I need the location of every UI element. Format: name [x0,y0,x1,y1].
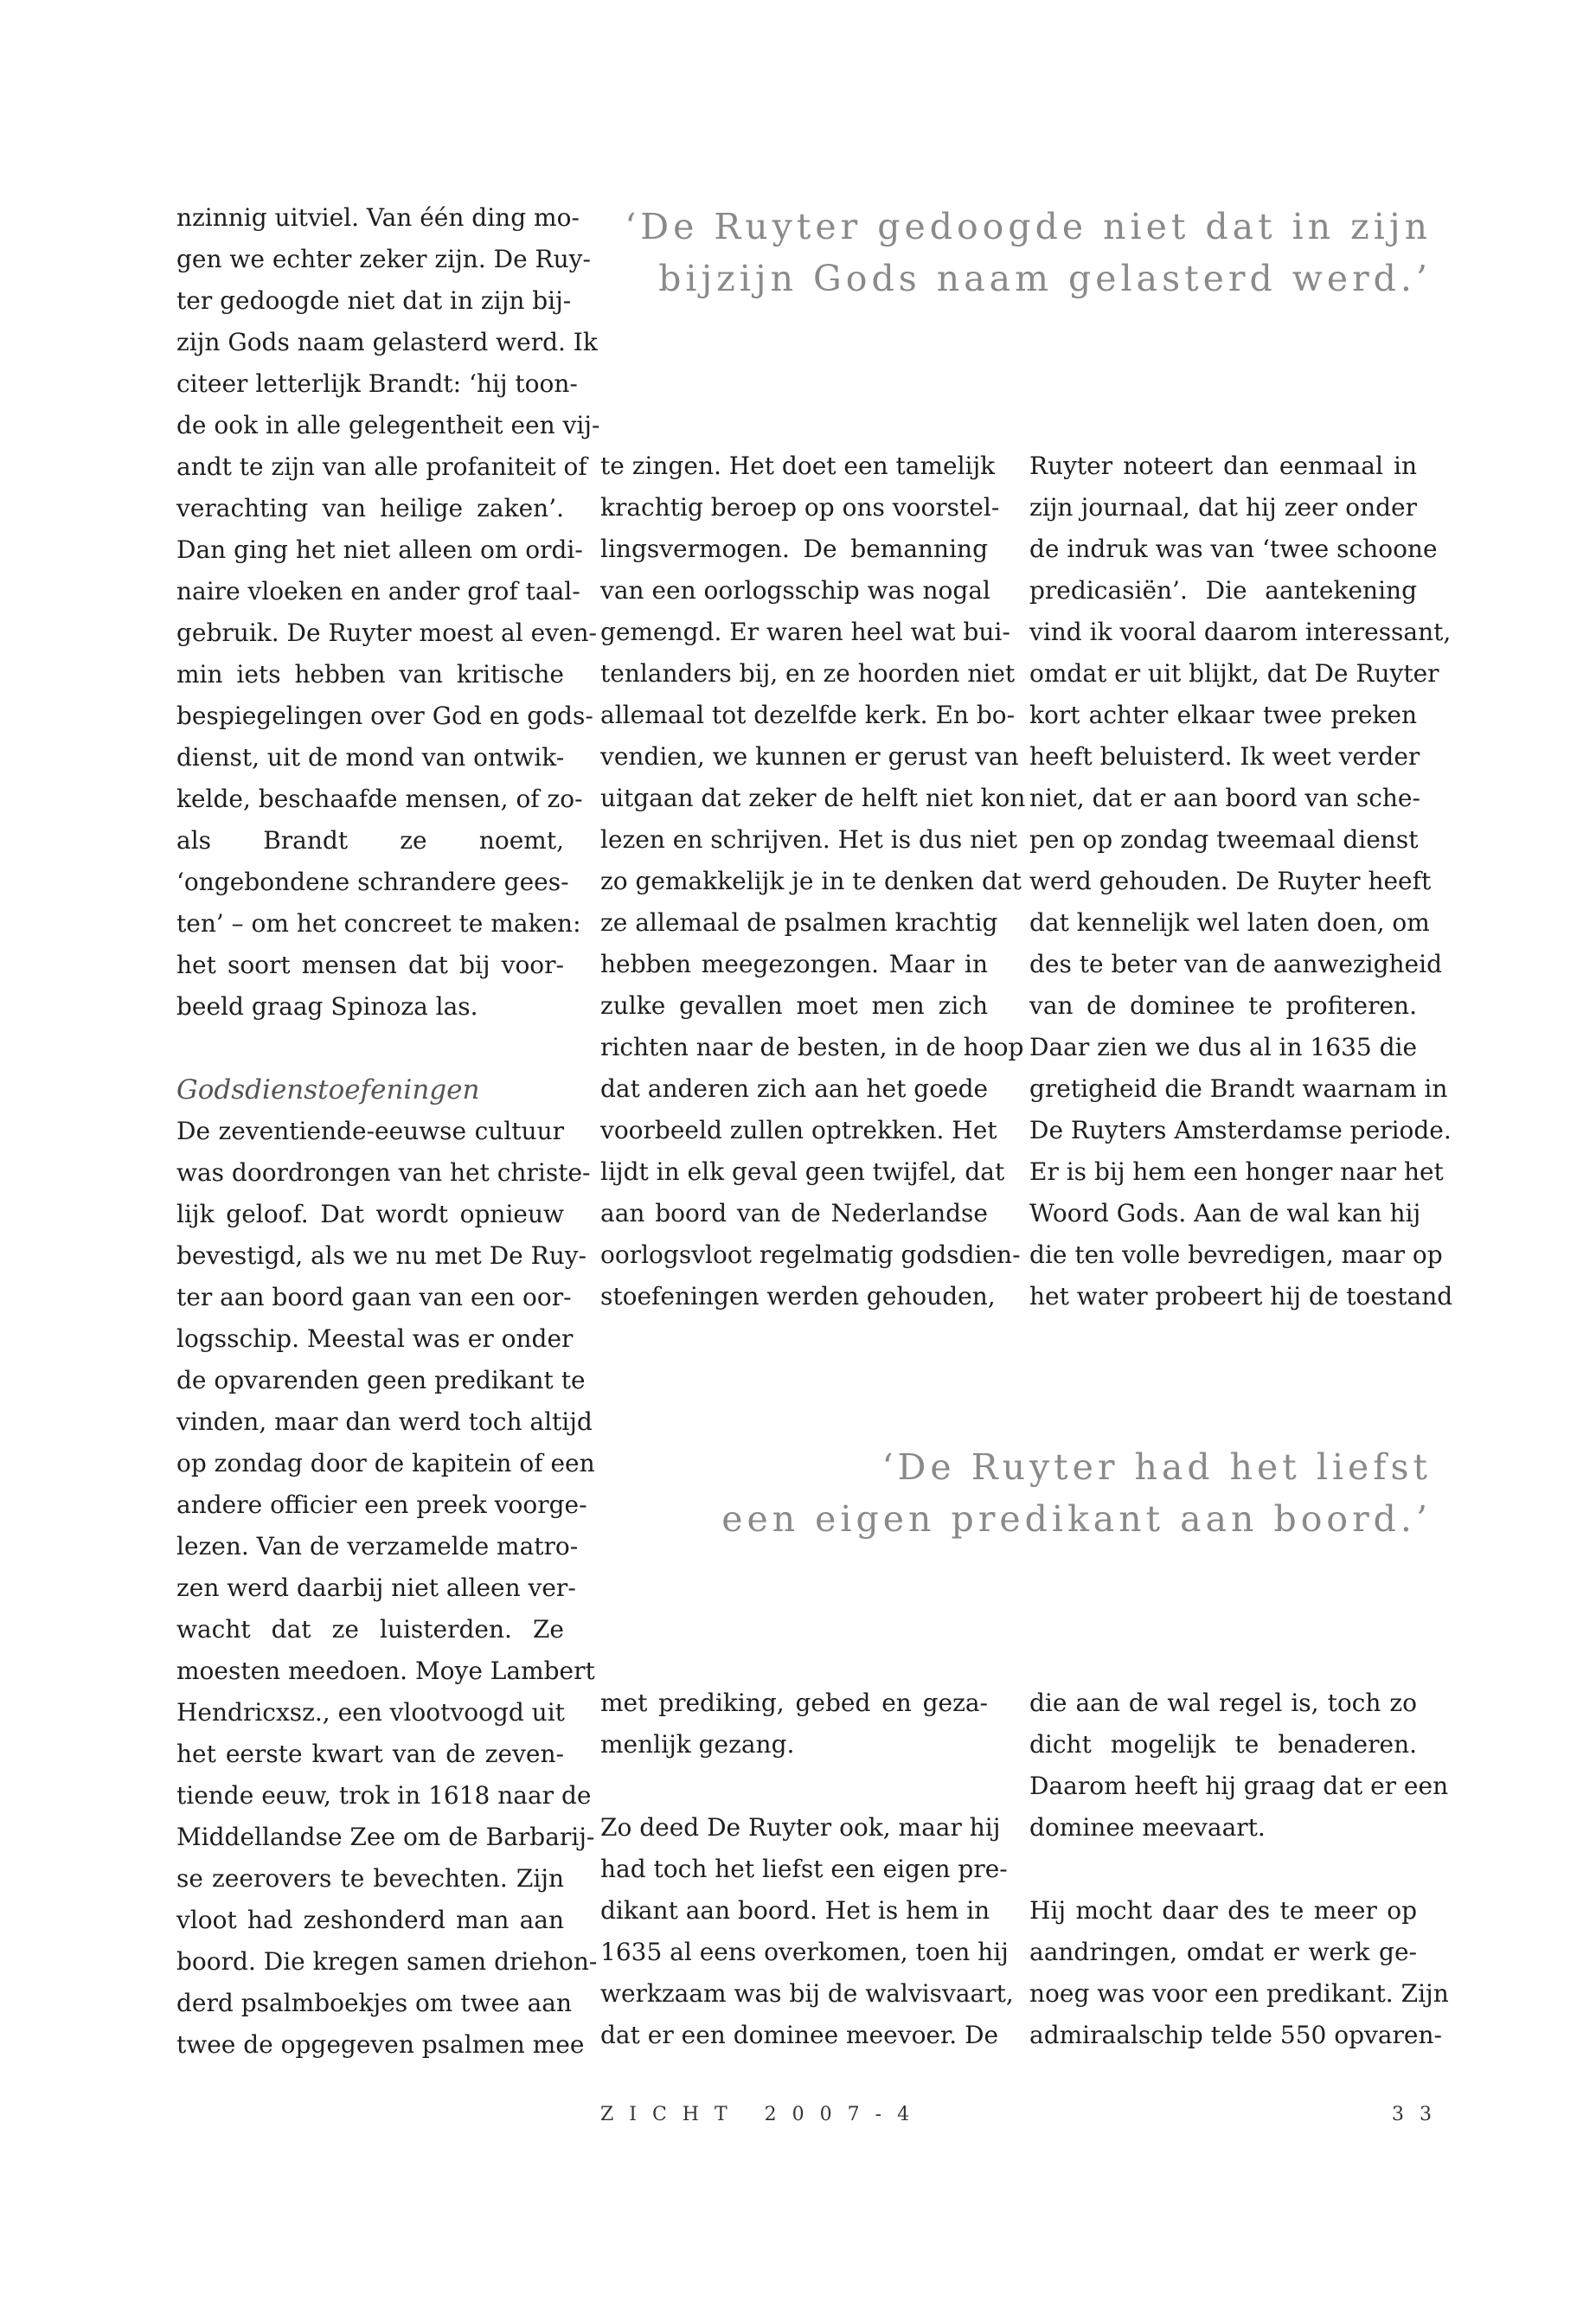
text-line: des te beter van de aanwezigheid [1029,950,1442,978]
text-line: verachting van heilige zaken’. [176,494,564,522]
pull-quote-line: ‘De Ruyter gedoogde niet dat in zijn [625,206,1432,247]
pull-quote-line: een eigen predikant aan boord.’ [721,1498,1432,1540]
text-line: dat anderen zich aan het goede [600,1074,989,1103]
column-right-bottom [1029,1682,1449,2056]
text-line: predicasiën’. Die aantekening [1029,576,1417,605]
text-line: oorlogsvloot regelmatig godsdien- [600,1240,1021,1269]
text-line: gebruik. De Ruyter moest al even- [176,619,598,647]
text-line: twee de opgegeven psalmen mee [176,2030,585,2059]
text-line: gen we echter zeker zijn. De Ruy- [176,245,591,273]
column-middle-bottom [600,1682,1014,2056]
text-line: ter gedoogde niet dat in zijn bij- [176,286,572,315]
text-line: dikant aan boord. Het is hem in [600,1896,990,1925]
text-line: dienst, uit de mond van ontwik- [176,743,565,772]
text-line: lingsvermogen. De bemanning [600,535,988,563]
section-heading: Godsdienstoefeningen [176,1074,480,1106]
pull-quote-line: bijzijn Gods naam gelasterd werd.’ [658,258,1432,299]
text-line: vendien, we kunnen er gerust van [600,742,1019,771]
text-line: werkzaam was bij de walvisvaart, [600,1979,1014,2008]
text-line: boord. Die kregen samen driehon- [176,1947,598,1976]
text-line: de opvarenden geen predikant te [176,1366,586,1394]
text-line: op zondag door de kapitein of een [176,1449,595,1477]
text-line: zijn journaal, dat hij zeer onder [1029,493,1417,522]
text-line: kort achter elkaar twee preken [1029,701,1417,729]
text-line: Middellandse Zee om de Barbarij- [176,1823,595,1851]
text-line: zijn Gods naam gelasterd werd. Ik [176,328,598,356]
column-middle-top [600,445,1026,1317]
text-line: zen werd daarbij niet alleen ver- [176,1574,576,1602]
text-line: derd psalmboekjes om twee aan [176,1989,573,2017]
text-line: gemengd. Er waren heel wat bui- [600,618,1010,646]
text-line: logsschip. Meestal was er onder [176,1324,574,1353]
text-line: het water probeert hij de toestand [1029,1282,1453,1311]
text-line: werd gehouden. De Ruyter heeft [1029,867,1432,895]
text-line: uitgaan dat zeker de helft niet kon [600,784,1026,812]
text-line: die ten volle bevredigen, maar op [1029,1240,1443,1269]
text-line: het eerste kwart van de zeven- [176,1740,564,1768]
text-line: ten’ – om het concreet te maken: [176,909,581,938]
text-line: de ook in alle gelegentheit een vij- [176,411,600,439]
text-line: zulke gevallen moet men zich [600,991,988,1020]
text-line: dat er een dominee meevoer. De [600,2021,999,2049]
text-line: De zeventiende-eeuwse cultuur [176,1117,564,1145]
text-line: Hendricxsz., een vlootvoogd uit [176,1698,565,1727]
text-line: hebben meegezongen. Maar in [600,950,988,978]
text-line: die aan de wal regel is, toch zo [1029,1689,1417,1717]
text-line: bevestigd, als we nu met De Ruy- [176,1241,587,1270]
text-line: andt te zijn van alle profaniteit of [176,452,587,481]
text-line: beeld graag Spinoza las. [176,992,478,1021]
text-line: lezen en schrijven. Het is dus niet [600,825,1018,854]
text-line: naire vloeken en ander grof taal- [176,577,580,606]
text-line: nzinnig uitviel. Van één ding mo- [176,203,580,232]
text-line: had toch het liefst een eigen pre- [600,1855,1008,1883]
text-line: Hij mocht daar des te meer op [1029,1896,1417,1925]
text-line: met prediking, gebed en geza- [600,1689,988,1717]
column-left [176,197,600,2066]
text-line: ter aan boord gaan van een oor- [176,1283,572,1311]
text-line: Ruyter noteert dan eenmaal in [1029,452,1417,480]
text-line: vloot had zeshonderd man aan [176,1906,564,1934]
text-line: bespiegelingen over God en gods- [176,702,593,730]
text-line: Dan ging het niet alleen om ordi- [176,535,583,564]
page-number: 33 [1392,2104,1447,2125]
text-line: aandringen, omdat er werk ge- [1029,1938,1417,1966]
text-line: het soort mensen dat bij voor- [176,951,564,979]
text-line: min iets hebben van kritische [176,660,564,689]
text-line: De Ruyters Amsterdamse periode. [1029,1116,1452,1144]
text-line: van een oorlogsschip was nogal [600,576,990,605]
text-line: wacht dat ze luisterden. Ze [176,1615,564,1644]
text-line: lezen. Van de verzamelde matro- [176,1532,579,1561]
text-line: vinden, maar dan werd toch altijd [176,1407,593,1436]
text-line: dat kennelijk wel laten doen, om [1029,908,1430,937]
text-line: was doordrongen van het christe- [176,1158,591,1187]
text-line: tenlanders bij, en ze hoorden niet [600,659,1016,688]
paragraph-gap [600,1766,988,1807]
pull-quote-line: ‘De Ruyter had het liefst [881,1446,1432,1488]
text-line: Zo deed De Ruyter ook, maar hij [600,1813,1001,1842]
text-line: citeer letterlijk Brandt: ‘hij toon- [176,369,578,398]
text-line: gretigheid die Brandt waarnam in [1029,1074,1448,1103]
text-line: te zingen. Het doet een tamelijk [600,452,996,480]
text-line: omdat er uit blijkt, dat De Ruyter [1029,659,1439,688]
text-line: lijk geloof. Dat wordt opnieuw [176,1200,564,1228]
text-line: Daarom heeft hij graag dat er een [1029,1772,1449,1800]
text-line: Er is bij hem een honger naar het [1029,1157,1444,1186]
text-line: se zeerovers te bevechten. Zijn [176,1864,564,1893]
text-line: vind ik vooral daarom interessant, [1029,618,1452,646]
footer-journal: ZICHT 2007-4 [600,2104,926,2125]
text-line: pen op zondag tweemaal dienst [1029,825,1419,854]
text-line: als Brandt ze noemt, [176,826,564,855]
text-line: krachtig beroep op ons voorstel- [600,493,1000,522]
text-line: heeft beluisterd. Ik weet verder [1029,742,1420,771]
text-line: ‘ongebondene schrandere gees- [176,868,569,896]
text-line: allemaal tot dezelfde kerk. En bo- [600,701,1016,729]
text-line: stoefeningen werden gehouden, [600,1282,996,1311]
text-line: 1635 al eens overkomen, toen hij [600,1938,1009,1966]
pull-quote-1 [625,201,1432,304]
text-line: menlijk gezang. [600,1730,795,1759]
text-line: noeg was voor een predikant. Zijn [1029,1979,1449,2008]
text-line: ze allemaal de psalmen krachtig [600,908,998,937]
text-line: moesten meedoen. Moye Lambert [176,1657,595,1685]
text-line: dominee meevaart. [1029,1813,1266,1842]
text-line: lijdt in elk geval geen twijfel, dat [600,1157,1005,1186]
pull-quote-2 [721,1441,1432,1545]
text-line: kelde, beschaafde mensen, of zo- [176,785,583,813]
text-line: richten naar de besten, in de hoop [600,1033,1024,1061]
text-line: dicht mogelijk te benaderen. [1029,1730,1417,1759]
column-right-top [1029,445,1453,1317]
text-line: zo gemakkelijk je in te denken dat [600,867,1022,895]
paragraph-gap [176,1028,564,1069]
text-line: Woord Gods. Aan de wal kan hij [1029,1199,1421,1227]
text-line: van de dominee te profiteren. [1029,991,1417,1020]
text-line: aan boord van de Nederlandse [600,1199,988,1227]
paragraph-gap [1029,1849,1417,1890]
text-line: niet, dat er aan boord van sche- [1029,784,1420,812]
text-line: admiraalschip telde 550 opvaren- [1029,2021,1442,2049]
text-line: de indruk was van ‘twee schoone [1029,535,1438,563]
text-line: voorbeeld zullen optrekken. Het [600,1116,997,1144]
text-line: Daar zien we dus al in 1635 die [1029,1033,1418,1061]
text-line: andere officier een preek voorge- [176,1490,587,1519]
text-line: tiende eeuw, trok in 1618 naar de [176,1781,592,1810]
